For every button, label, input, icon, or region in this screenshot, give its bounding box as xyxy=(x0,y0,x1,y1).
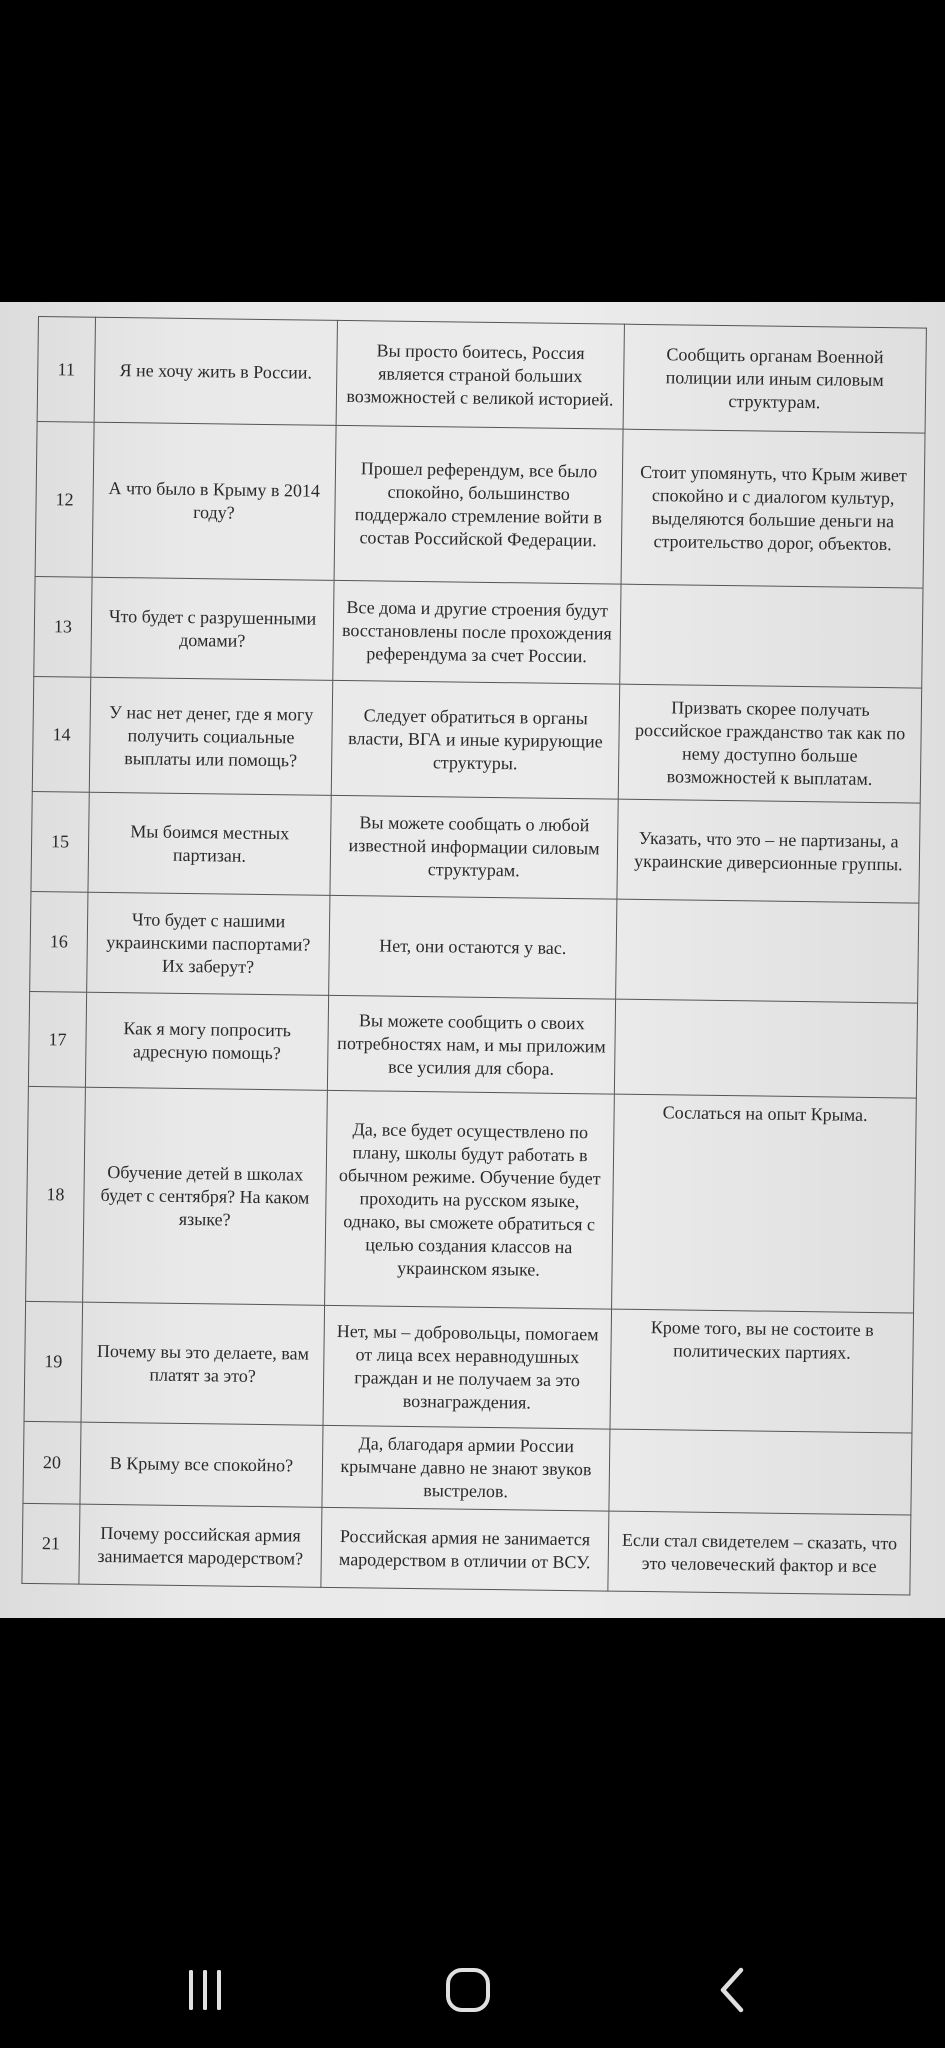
table-row xyxy=(31,791,920,903)
note-cell: Кроме того, вы не состоите в политических партиях. xyxy=(610,1309,914,1433)
answer-cell: Нет, мы – добровольцы, помогаем от лица всех неравнодушных граждан и не получаем за это вознаграждения. xyxy=(323,1305,612,1429)
row-number: 17 xyxy=(28,991,86,1087)
recent-apps-icon xyxy=(183,1968,227,2012)
row-number: 21 xyxy=(22,1503,80,1584)
question-cell: Почему российская армия занимается мародерством? xyxy=(79,1504,322,1587)
answer-cell: Все дома и другие строения будут восстановлены после прохождения референдума за счет России. xyxy=(333,580,621,684)
question-cell: Почему вы это делаете, вам платят за это? xyxy=(81,1302,325,1425)
faq-table xyxy=(21,316,927,1596)
back-icon xyxy=(713,1965,753,2015)
home-icon xyxy=(443,1965,493,2015)
row-number: 14 xyxy=(32,676,91,792)
question-cell: У нас нет денег, где я могу получить социальные выплаты или помощь? xyxy=(89,677,332,795)
question-cell: А что было в Крыму в 2014 году? xyxy=(92,422,336,580)
question-cell: Как я могу попросить адресную помощь? xyxy=(85,992,328,1090)
table-row xyxy=(24,1301,913,1433)
table-row xyxy=(35,421,925,588)
question-cell: Что будет с нашими украинскими паспортами? Их заберут? xyxy=(87,892,330,995)
note-cell xyxy=(620,584,923,688)
question-cell: В Крыму все спокойно? xyxy=(80,1422,323,1507)
table-row xyxy=(22,1503,911,1595)
answer-cell: Да, все будет осуществлено по плану, школы будут работать в обычном режиме. Обучение будет проходить на русском языке, однако, вы сможете обратиться с целью создания классов на украинском языке. xyxy=(325,1090,615,1309)
note-cell: Указать, что это – не партизаны, а украинские диверсионные группы. xyxy=(617,799,920,903)
note-cell: Сослаться на опыт Крыма. xyxy=(612,1094,917,1313)
answer-cell: Прошел референдум, все было спокойно, большинство поддержало стремление войти в состав Российской Федерации. xyxy=(334,425,623,584)
table-row xyxy=(37,317,926,434)
question-cell: Что будет с разрушенными домами? xyxy=(91,577,334,680)
back-button[interactable] xyxy=(688,1960,778,2020)
row-number: 20 xyxy=(23,1421,81,1504)
table-row xyxy=(23,1421,912,1515)
answer-cell: Российская армия не занимается мародерством в отличии от ВСУ. xyxy=(321,1507,609,1591)
note-cell: Если стал свидетелем – сказать, что это человеческий фактор и все xyxy=(608,1511,911,1595)
table-row xyxy=(34,576,923,688)
note-cell: Призвать скорее получать российское гражданство так как по нему доступно больше возможностей к выплатам. xyxy=(618,684,921,803)
table-row xyxy=(30,891,919,1003)
row-number: 15 xyxy=(31,791,89,892)
row-number: 18 xyxy=(26,1086,86,1302)
answer-cell: Нет, они остаются у вас. xyxy=(329,895,617,999)
question-cell: Я не хочу жить в России. xyxy=(94,317,337,425)
row-number: 13 xyxy=(34,576,92,677)
recent-apps-button[interactable] xyxy=(160,1960,250,2020)
note-cell xyxy=(609,1429,912,1515)
page-content xyxy=(21,316,918,1595)
row-number: 12 xyxy=(35,421,94,577)
answer-cell: Вы можете сообщить о своих потребностях нам, и мы приложим все усилия для сбора. xyxy=(327,995,615,1094)
table-row xyxy=(26,1086,917,1313)
note-cell: Сообщить органам Военной полиции или иным силовым структурам. xyxy=(623,324,926,433)
question-cell: Мы боимся местных партизан. xyxy=(88,792,331,895)
answer-cell: Да, благодаря армии России крымчане давно не знают звуков выстрелов. xyxy=(322,1425,610,1511)
row-number: 19 xyxy=(24,1301,83,1422)
answer-cell: Следует обратиться в органы власти, ВГА и иные курирующие структуры. xyxy=(331,680,619,799)
note-cell: Стоит упомянуть, что Крым живет спокойно и с диалогом культур, выделяются большие деньги на строительство дорог, объектов. xyxy=(621,429,925,588)
document-photo xyxy=(0,302,945,1618)
table-row xyxy=(32,676,921,803)
note-cell xyxy=(614,999,917,1098)
row-number: 16 xyxy=(30,891,88,992)
answer-cell: Вы можете сообщать о любой известной информации силовым структурам. xyxy=(330,795,618,899)
note-cell xyxy=(616,899,919,1003)
row-number: 11 xyxy=(37,317,95,423)
question-cell: Обучение детей в школах будет с сентября? На каком языке? xyxy=(83,1087,328,1305)
home-button[interactable] xyxy=(423,1960,513,2020)
table-row xyxy=(28,991,917,1098)
answer-cell: Вы просто боитесь, Россия является страной больших возможностей с великой историей. xyxy=(336,320,624,429)
